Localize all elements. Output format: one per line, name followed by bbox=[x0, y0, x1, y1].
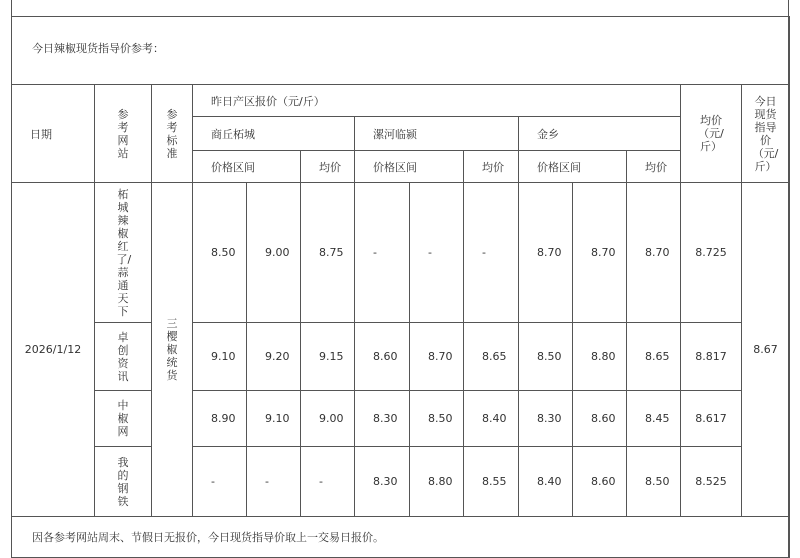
header-standard: 参考标准 bbox=[152, 85, 193, 183]
site-cell: 我的钢铁 bbox=[95, 447, 152, 517]
price-cell: 8.80 bbox=[573, 323, 627, 391]
table-footer-note: 因各参考网站周末、节假日无报价，今日现货指导价取上一交易日报价。 bbox=[12, 517, 790, 558]
price-cell: 8.50 bbox=[627, 447, 681, 517]
avg-cell: 8.525 bbox=[681, 447, 742, 517]
price-cell: - bbox=[301, 447, 355, 517]
price-cell: 9.00 bbox=[301, 391, 355, 447]
standard-cell: 三樱椒统货 bbox=[152, 183, 193, 517]
table-row bbox=[12, 183, 790, 323]
price-cell: - bbox=[193, 447, 247, 517]
table-row bbox=[12, 391, 790, 447]
site-cell: 中椒网 bbox=[95, 391, 152, 447]
price-cell: 8.70 bbox=[519, 183, 573, 323]
price-cell: 9.10 bbox=[193, 323, 247, 391]
range-header: 价格区间 bbox=[193, 151, 301, 183]
guide-cell: 8.67 bbox=[742, 183, 790, 517]
site-cell: 柘城辣椒红了/蒜通天下 bbox=[95, 183, 152, 323]
header-avg-price: 均价（元/斤） bbox=[681, 85, 742, 183]
price-cell: 8.40 bbox=[519, 447, 573, 517]
price-cell: - bbox=[247, 447, 301, 517]
table-row bbox=[12, 323, 790, 391]
avg-cell: 8.617 bbox=[681, 391, 742, 447]
avg-header: 均价 bbox=[464, 151, 519, 183]
avg-header: 均价 bbox=[627, 151, 681, 183]
price-cell: 8.80 bbox=[410, 447, 464, 517]
price-cell: 8.55 bbox=[464, 447, 519, 517]
region-shangqiu: 商丘柘城 bbox=[193, 117, 355, 151]
price-cell: - bbox=[464, 183, 519, 323]
price-cell: 8.65 bbox=[464, 323, 519, 391]
price-cell: 8.75 bbox=[301, 183, 355, 323]
price-cell: 8.70 bbox=[573, 183, 627, 323]
avg-cell: 8.725 bbox=[681, 183, 742, 323]
table-row bbox=[12, 447, 790, 517]
price-cell: 8.90 bbox=[193, 391, 247, 447]
price-cell: 9.10 bbox=[247, 391, 301, 447]
site-cell: 卓创资讯 bbox=[95, 323, 152, 391]
price-cell: 8.60 bbox=[573, 447, 627, 517]
price-table bbox=[11, 16, 790, 558]
price-cell: 8.70 bbox=[627, 183, 681, 323]
avg-header: 均价 bbox=[301, 151, 355, 183]
range-header: 价格区间 bbox=[355, 151, 464, 183]
price-cell: 8.70 bbox=[410, 323, 464, 391]
price-cell: 9.00 bbox=[247, 183, 301, 323]
header-site: 参考网站 bbox=[95, 85, 152, 183]
price-cell: 9.15 bbox=[301, 323, 355, 391]
range-header: 价格区间 bbox=[519, 151, 627, 183]
price-cell: 8.50 bbox=[519, 323, 573, 391]
header-guide-price: 今日现货指导价（元/斤） bbox=[742, 85, 790, 183]
price-cell: 8.45 bbox=[627, 391, 681, 447]
region-jinxiang: 金乡 bbox=[519, 117, 681, 151]
price-cell: 8.60 bbox=[573, 391, 627, 447]
avg-cell: 8.817 bbox=[681, 323, 742, 391]
table-title: 今日辣椒现货指导价参考： bbox=[12, 17, 790, 85]
price-cell: 8.60 bbox=[355, 323, 410, 391]
region-luohe: 漯河临颍 bbox=[355, 117, 519, 151]
price-cell: 8.30 bbox=[355, 447, 410, 517]
price-cell: 8.30 bbox=[519, 391, 573, 447]
price-cell: 8.40 bbox=[464, 391, 519, 447]
price-cell: 9.20 bbox=[247, 323, 301, 391]
price-cell: 8.30 bbox=[355, 391, 410, 447]
price-cell: 8.50 bbox=[410, 391, 464, 447]
header-date: 日期 bbox=[12, 85, 95, 183]
header-yesterday: 昨日产区报价（元/斤） bbox=[193, 85, 681, 117]
price-cell: 8.50 bbox=[193, 183, 247, 323]
price-cell: - bbox=[410, 183, 464, 323]
price-cell: 8.65 bbox=[627, 323, 681, 391]
price-cell: - bbox=[355, 183, 410, 323]
date-cell: 2026/1/12 bbox=[12, 183, 95, 517]
